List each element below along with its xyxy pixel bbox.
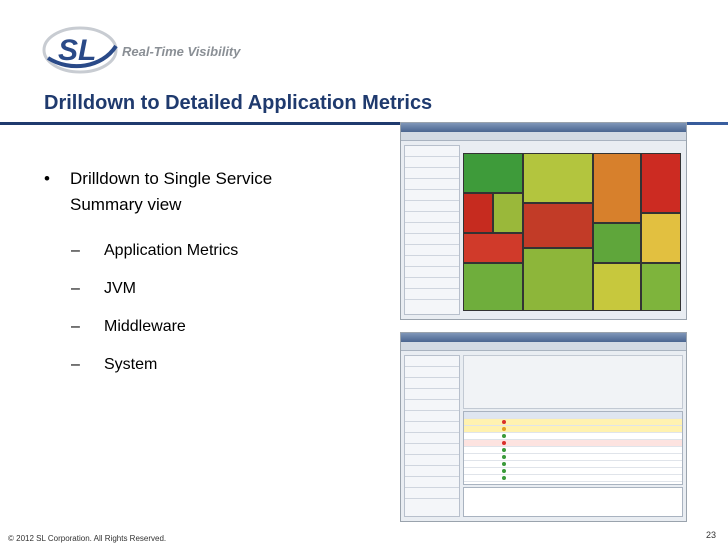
window-toolbar: [401, 132, 686, 141]
window-titlebar: [401, 333, 686, 342]
svg-text:SL: SL: [58, 34, 97, 67]
metrics-table: [463, 411, 683, 485]
tagline: Real-Time Visibility: [122, 44, 241, 59]
window-titlebar: [401, 123, 686, 132]
dash-icon: –: [71, 280, 80, 297]
sub-bullet-text: Middleware: [104, 318, 186, 335]
page-number: 23: [706, 530, 717, 540]
dash-icon: –: [71, 356, 80, 373]
service-summary-screenshot: [400, 332, 687, 522]
treemap: [463, 153, 681, 311]
sub-bullet: [44, 316, 364, 338]
sub-bullet: [44, 240, 364, 262]
sub-bullet: [44, 354, 364, 376]
window-toolbar: [401, 342, 686, 351]
slide-title: Drilldown to Detailed Application Metrics: [44, 92, 433, 114]
bullet-main: [44, 166, 330, 218]
navigation-sidebar: [404, 145, 460, 315]
sub-bullet: [44, 278, 364, 300]
dash-icon: –: [71, 318, 80, 335]
navigation-sidebar: [404, 355, 460, 517]
bullet-main-text: Drilldown to Single Service Summary view: [70, 169, 273, 214]
sub-bullet-text: JVM: [104, 280, 136, 297]
sub-bullet-text: Application Metrics: [104, 242, 239, 259]
bullet-list: [44, 166, 364, 376]
bullet-dot-icon: •: [44, 169, 50, 188]
sub-bullet-text: System: [104, 356, 158, 373]
events-table: [463, 487, 683, 517]
service-form: [463, 355, 683, 409]
treemap-screenshot: [400, 122, 687, 320]
dash-icon: –: [71, 242, 80, 259]
copyright-text: © 2012 SL Corporation. All Rights Reserved.: [8, 534, 167, 543]
